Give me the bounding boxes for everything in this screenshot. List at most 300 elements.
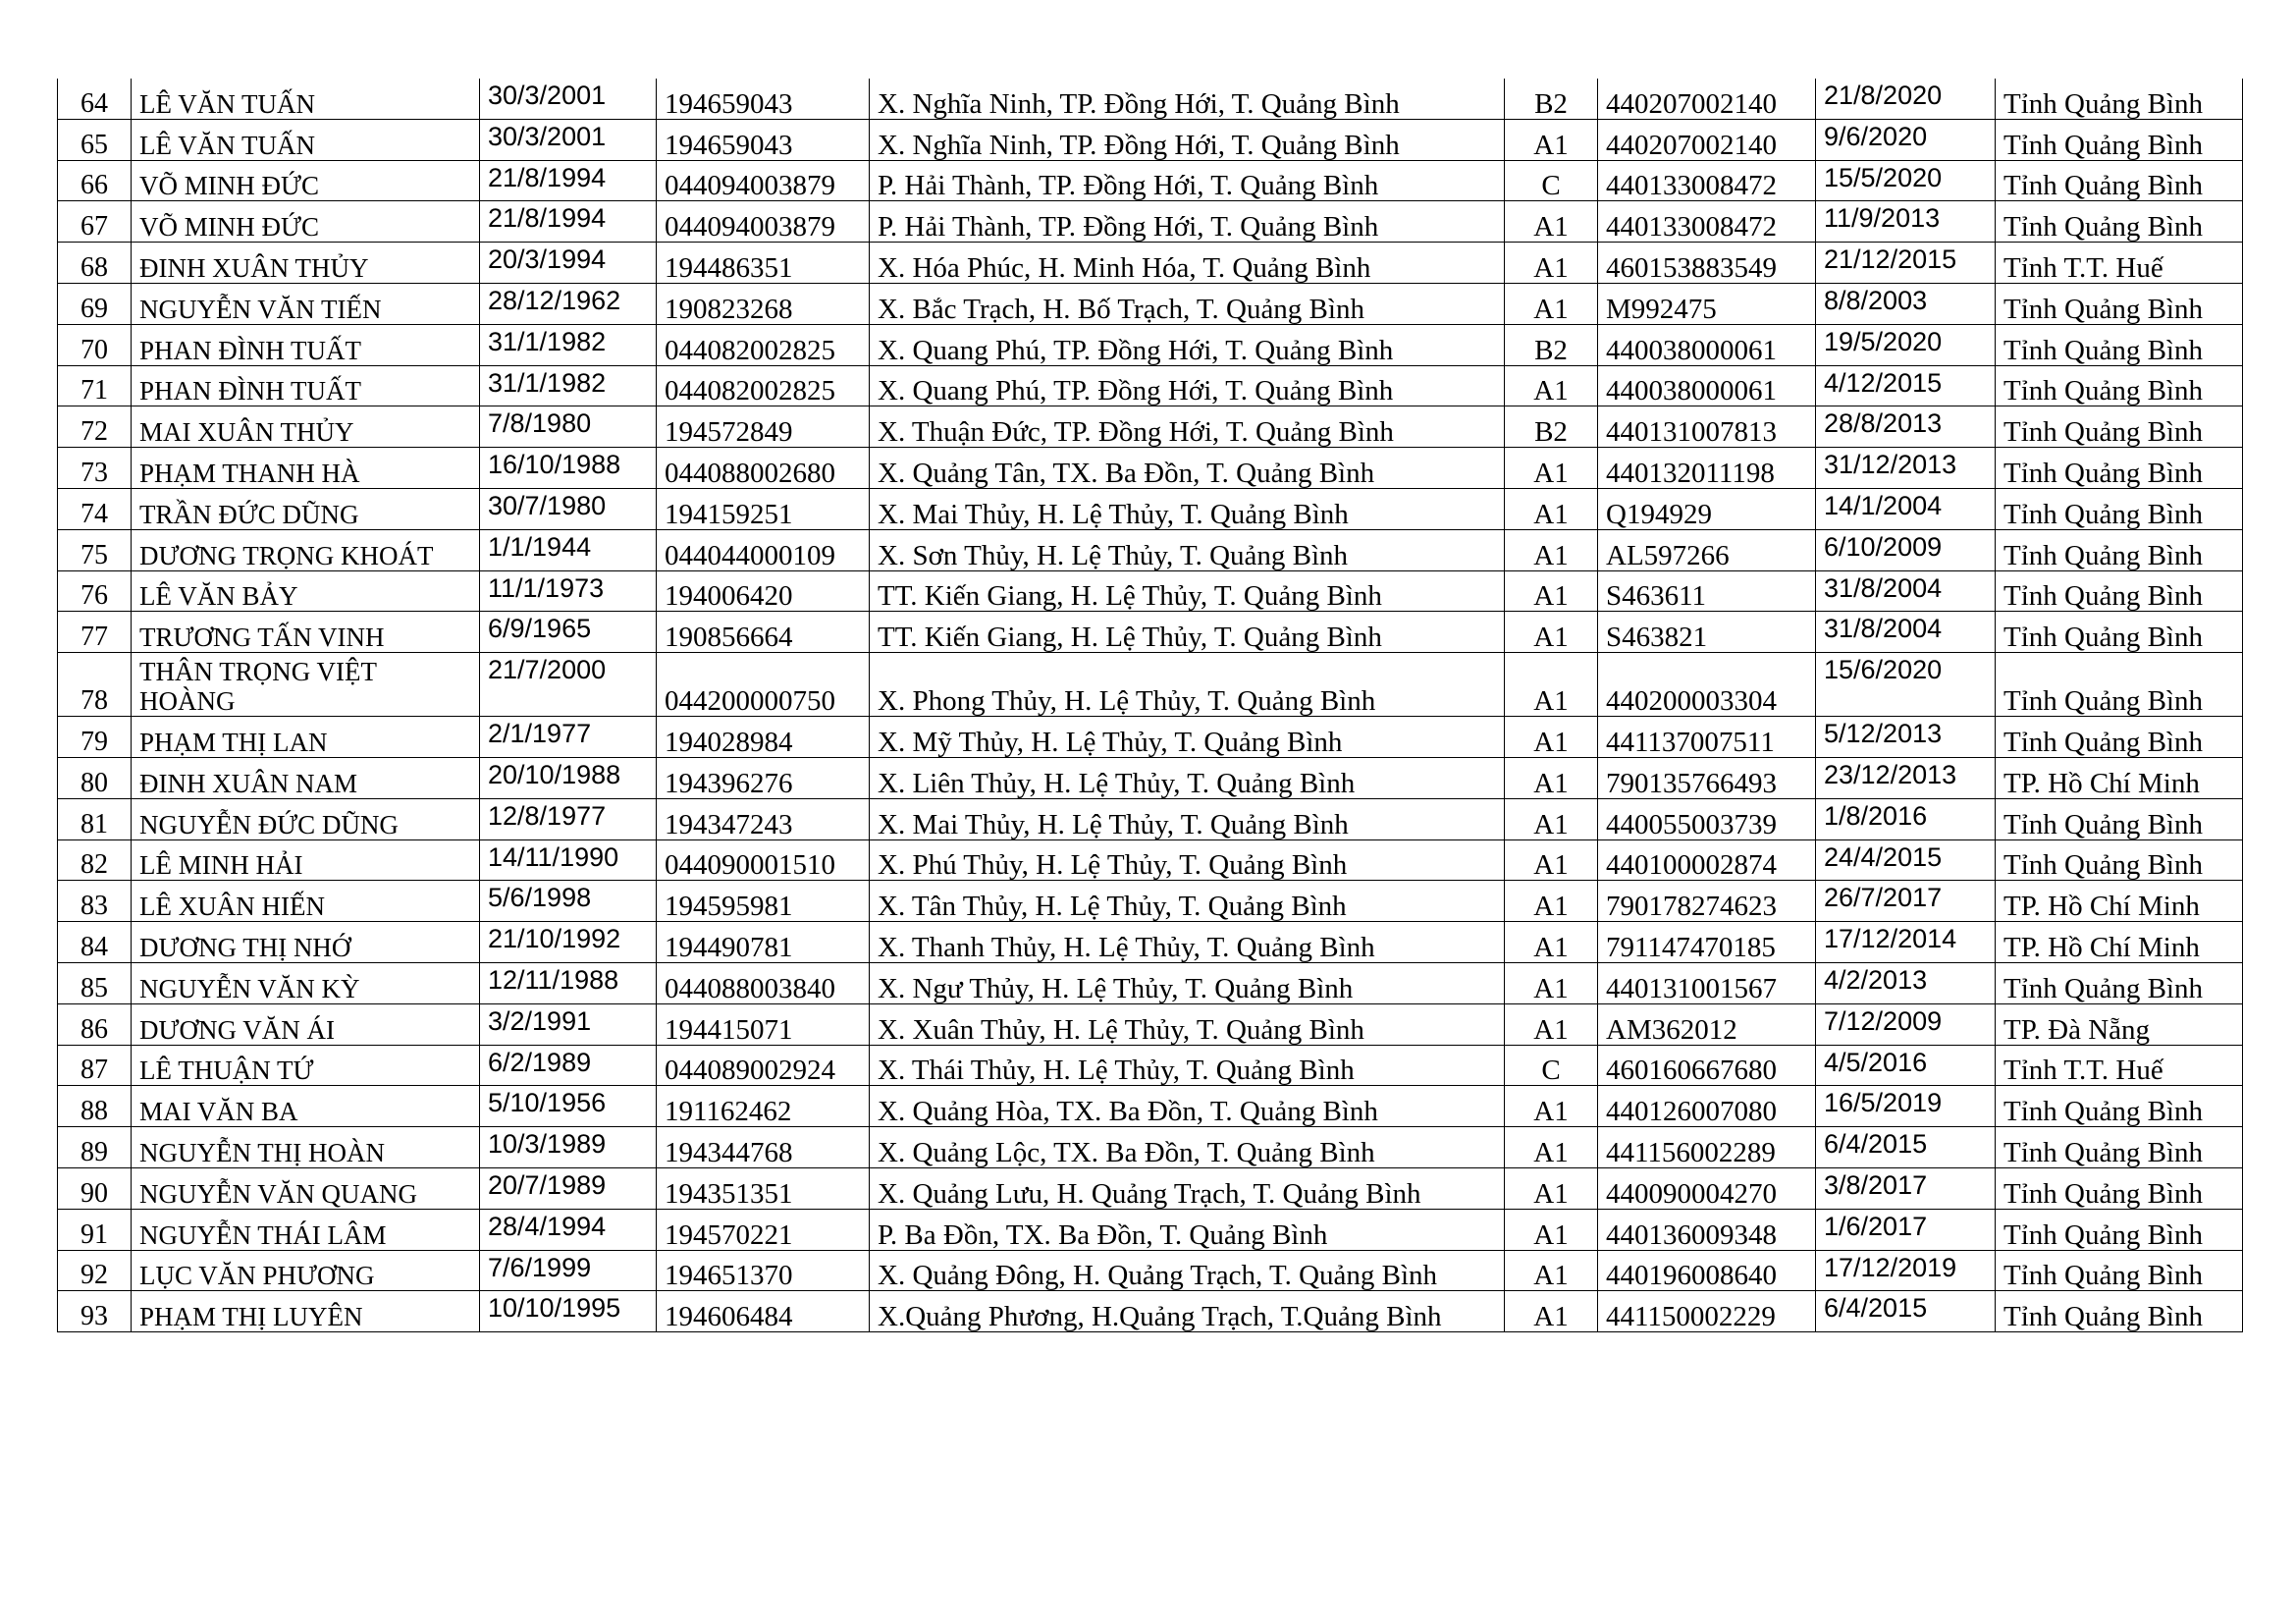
issue-date-cell: 8/8/2003 (1816, 283, 1996, 324)
issuing-province-cell: Tỉnh Quảng Bình (1996, 653, 2243, 717)
issue-date-cell: 17/12/2014 (1816, 922, 1996, 963)
address-cell: X. Nghĩa Ninh, TP. Đồng Hới, T. Quảng Bình (870, 79, 1505, 119)
table-row (58, 243, 2243, 284)
address-cell: TT. Kiến Giang, H. Lệ Thủy, T. Quảng Bình (870, 612, 1505, 653)
license-number-cell: 440196008640 (1598, 1250, 1816, 1291)
issue-date-cell: 28/8/2013 (1816, 406, 1996, 448)
issuing-province-cell: Tỉnh T.T. Huế (1996, 1045, 2243, 1086)
license-class-cell: A1 (1505, 243, 1598, 284)
issue-date-cell: 31/8/2004 (1816, 612, 1996, 653)
issuing-province-cell: Tỉnh Quảng Bình (1996, 1127, 2243, 1168)
id-number-cell: 194572849 (657, 406, 870, 448)
license-number-cell: 440090004270 (1598, 1167, 1816, 1209)
date-of-birth-cell: 10/3/1989 (480, 1127, 657, 1168)
license-class-cell: A1 (1505, 1003, 1598, 1045)
address-cell: P. Ba Đồn, TX. Ba Đồn, T. Quảng Bình (870, 1209, 1505, 1250)
row-number-cell: 72 (58, 406, 132, 448)
id-number-cell: 044044000109 (657, 529, 870, 570)
license-number-cell: AM362012 (1598, 1003, 1816, 1045)
table-body (58, 79, 2243, 1332)
issue-date-cell: 11/9/2013 (1816, 201, 1996, 243)
full-name-cell: NGUYỄN ĐỨC DŨNG (132, 798, 480, 839)
issuing-province-cell: Tỉnh Quảng Bình (1996, 570, 2243, 612)
issuing-province-cell: Tỉnh Quảng Bình (1996, 160, 2243, 201)
issue-date-cell: 6/4/2015 (1816, 1127, 1996, 1168)
full-name-cell: PHAN ĐÌNH TUẤT (132, 365, 480, 406)
license-class-cell: A1 (1505, 612, 1598, 653)
table-row (58, 488, 2243, 529)
issue-date-cell: 24/4/2015 (1816, 839, 1996, 881)
row-number-cell: 82 (58, 839, 132, 881)
full-name-cell: DƯƠNG VĂN ÁI (132, 1003, 480, 1045)
date-of-birth-cell: 21/8/1994 (480, 201, 657, 243)
id-number-cell: 194159251 (657, 488, 870, 529)
id-number-cell: 044094003879 (657, 201, 870, 243)
row-number-cell: 64 (58, 79, 132, 119)
table-row (58, 1127, 2243, 1168)
issuing-province-cell: Tỉnh Quảng Bình (1996, 1167, 2243, 1209)
address-cell: X. Ngư Thủy, H. Lệ Thủy, T. Quảng Bình (870, 962, 1505, 1003)
license-class-cell: A1 (1505, 201, 1598, 243)
issuing-province-cell: Tỉnh Quảng Bình (1996, 1086, 2243, 1127)
issuing-province-cell: Tỉnh Quảng Bình (1996, 839, 2243, 881)
id-number-cell: 194028984 (657, 717, 870, 758)
id-number-cell: 044200000750 (657, 653, 870, 717)
full-name-cell: MAI VĂN BA (132, 1086, 480, 1127)
license-number-cell: S463821 (1598, 612, 1816, 653)
issue-date-cell: 23/12/2013 (1816, 757, 1996, 798)
row-number-cell: 80 (58, 757, 132, 798)
id-number-cell: 194606484 (657, 1291, 870, 1332)
table-row (58, 1003, 2243, 1045)
id-number-cell: 044082002825 (657, 324, 870, 365)
license-class-cell: A1 (1505, 1127, 1598, 1168)
issue-date-cell: 9/6/2020 (1816, 119, 1996, 160)
date-of-birth-cell: 5/10/1956 (480, 1086, 657, 1127)
full-name-cell: PHẠM THỊ LUYÊN (132, 1291, 480, 1332)
license-number-cell: AL597266 (1598, 529, 1816, 570)
row-number-cell: 71 (58, 365, 132, 406)
issue-date-cell: 4/12/2015 (1816, 365, 1996, 406)
license-class-cell: B2 (1505, 324, 1598, 365)
date-of-birth-cell: 7/6/1999 (480, 1250, 657, 1291)
id-number-cell: 194659043 (657, 79, 870, 119)
full-name-cell: PHAN ĐÌNH TUẤT (132, 324, 480, 365)
issuing-province-cell: Tỉnh Quảng Bình (1996, 798, 2243, 839)
row-number-cell: 92 (58, 1250, 132, 1291)
full-name-cell: DƯƠNG TRỌNG KHOÁT (132, 529, 480, 570)
date-of-birth-cell: 7/8/1980 (480, 406, 657, 448)
license-class-cell: A1 (1505, 1086, 1598, 1127)
date-of-birth-cell: 21/10/1992 (480, 922, 657, 963)
full-name-cell: NGUYỄN THỊ HOÀN (132, 1127, 480, 1168)
table-row (58, 881, 2243, 922)
issue-date-cell: 3/8/2017 (1816, 1167, 1996, 1209)
id-number-cell: 194344768 (657, 1127, 870, 1168)
license-class-cell: B2 (1505, 406, 1598, 448)
license-number-cell: 440200003304 (1598, 653, 1816, 717)
full-name-cell: NGUYỄN VĂN QUANG (132, 1167, 480, 1209)
id-number-cell: 194396276 (657, 757, 870, 798)
license-class-cell: A1 (1505, 119, 1598, 160)
row-number-cell: 66 (58, 160, 132, 201)
full-name-cell: DƯƠNG THỊ NHỚ (132, 922, 480, 963)
table-row (58, 1167, 2243, 1209)
full-name-cell: LỤC VĂN PHƯƠNG (132, 1250, 480, 1291)
id-number-cell: 194006420 (657, 570, 870, 612)
row-number-cell: 85 (58, 962, 132, 1003)
date-of-birth-cell: 12/8/1977 (480, 798, 657, 839)
table-row (58, 324, 2243, 365)
table-row (58, 1045, 2243, 1086)
license-number-cell: 460160667680 (1598, 1045, 1816, 1086)
address-cell: X. Quảng Lộc, TX. Ba Đồn, T. Quảng Bình (870, 1127, 1505, 1168)
address-cell: P. Hải Thành, TP. Đồng Hới, T. Quảng Bình (870, 201, 1505, 243)
license-number-cell: 440131007813 (1598, 406, 1816, 448)
date-of-birth-cell: 3/2/1991 (480, 1003, 657, 1045)
table-row (58, 839, 2243, 881)
address-cell: X. Quảng Đông, H. Quảng Trạch, T. Quảng Bình (870, 1250, 1505, 1291)
license-number-cell: 460153883549 (1598, 243, 1816, 284)
full-name-cell: LÊ VĂN BẢY (132, 570, 480, 612)
table-row (58, 201, 2243, 243)
license-number-cell: 440038000061 (1598, 365, 1816, 406)
table-row (58, 119, 2243, 160)
date-of-birth-cell: 10/10/1995 (480, 1291, 657, 1332)
license-class-cell: A1 (1505, 488, 1598, 529)
license-number-cell: 440207002140 (1598, 79, 1816, 119)
license-class-cell: A1 (1505, 1209, 1598, 1250)
address-cell: X. Quảng Hòa, TX. Ba Đồn, T. Quảng Bình (870, 1086, 1505, 1127)
license-class-cell: A1 (1505, 529, 1598, 570)
id-number-cell: 044090001510 (657, 839, 870, 881)
table-row (58, 962, 2243, 1003)
license-class-cell: A1 (1505, 922, 1598, 963)
issue-date-cell: 31/12/2013 (1816, 448, 1996, 489)
issuing-province-cell: Tỉnh Quảng Bình (1996, 529, 2243, 570)
date-of-birth-cell: 30/3/2001 (480, 119, 657, 160)
row-number-cell: 73 (58, 448, 132, 489)
license-number-cell: 791147470185 (1598, 922, 1816, 963)
license-class-cell: A1 (1505, 1250, 1598, 1291)
row-number-cell: 91 (58, 1209, 132, 1250)
license-class-cell: A1 (1505, 798, 1598, 839)
table-row (58, 283, 2243, 324)
full-name-cell: VÕ MINH ĐỨC (132, 201, 480, 243)
issuing-province-cell: Tỉnh Quảng Bình (1996, 324, 2243, 365)
issuing-province-cell: TP. Hồ Chí Minh (1996, 757, 2243, 798)
date-of-birth-cell: 30/7/1980 (480, 488, 657, 529)
address-cell: X. Liên Thủy, H. Lệ Thủy, T. Quảng Bình (870, 757, 1505, 798)
issue-date-cell: 6/10/2009 (1816, 529, 1996, 570)
issuing-province-cell: TP. Hồ Chí Minh (1996, 881, 2243, 922)
row-number-cell: 84 (58, 922, 132, 963)
address-cell: X. Thái Thủy, H. Lệ Thủy, T. Quảng Bình (870, 1045, 1505, 1086)
issuing-province-cell: Tỉnh Quảng Bình (1996, 488, 2243, 529)
license-number-cell: 440131001567 (1598, 962, 1816, 1003)
address-cell: P. Hải Thành, TP. Đồng Hới, T. Quảng Bình (870, 160, 1505, 201)
license-number-cell: 440055003739 (1598, 798, 1816, 839)
id-number-cell: 044082002825 (657, 365, 870, 406)
id-number-cell: 194651370 (657, 1250, 870, 1291)
address-cell: X. Tân Thủy, H. Lệ Thủy, T. Quảng Bình (870, 881, 1505, 922)
id-number-cell: 194659043 (657, 119, 870, 160)
issue-date-cell: 31/8/2004 (1816, 570, 1996, 612)
table-row (58, 570, 2243, 612)
date-of-birth-cell: 12/11/1988 (480, 962, 657, 1003)
license-number-cell: 440038000061 (1598, 324, 1816, 365)
issue-date-cell: 1/8/2016 (1816, 798, 1996, 839)
date-of-birth-cell: 16/10/1988 (480, 448, 657, 489)
full-name-cell: PHẠM THỊ LAN (132, 717, 480, 758)
license-class-cell: C (1505, 1045, 1598, 1086)
row-number-cell: 67 (58, 201, 132, 243)
full-name-cell: TRƯƠNG TẤN VINH (132, 612, 480, 653)
table-row (58, 1209, 2243, 1250)
issuing-province-cell: Tỉnh Quảng Bình (1996, 365, 2243, 406)
license-number-cell: M992475 (1598, 283, 1816, 324)
license-number-cell: 440126007080 (1598, 1086, 1816, 1127)
license-number-cell: 440136009348 (1598, 1209, 1816, 1250)
license-number-cell: 441156002289 (1598, 1127, 1816, 1168)
address-cell: X. Quang Phú, TP. Đồng Hới, T. Quảng Bình (870, 365, 1505, 406)
license-class-cell: A1 (1505, 839, 1598, 881)
date-of-birth-cell: 2/1/1977 (480, 717, 657, 758)
table-row (58, 798, 2243, 839)
table-row (58, 79, 2243, 119)
address-cell: X. Phú Thủy, H. Lệ Thủy, T. Quảng Bình (870, 839, 1505, 881)
id-number-cell: 044089002924 (657, 1045, 870, 1086)
table-row (58, 612, 2243, 653)
row-number-cell: 79 (58, 717, 132, 758)
address-cell: X. Hóa Phúc, H. Minh Hóa, T. Quảng Bình (870, 243, 1505, 284)
license-number-cell: 441137007511 (1598, 717, 1816, 758)
issue-date-cell: 15/5/2020 (1816, 160, 1996, 201)
license-number-cell: Q194929 (1598, 488, 1816, 529)
id-number-cell: 194351351 (657, 1167, 870, 1209)
issue-date-cell: 16/5/2019 (1816, 1086, 1996, 1127)
row-number-cell: 69 (58, 283, 132, 324)
table-row (58, 365, 2243, 406)
row-number-cell: 77 (58, 612, 132, 653)
row-number-cell: 65 (58, 119, 132, 160)
id-number-cell: 190823268 (657, 283, 870, 324)
row-number-cell: 93 (58, 1291, 132, 1332)
id-number-cell: 194595981 (657, 881, 870, 922)
issuing-province-cell: Tỉnh Quảng Bình (1996, 1291, 2243, 1332)
address-cell: X. Quảng Tân, TX. Ba Đồn, T. Quảng Bình (870, 448, 1505, 489)
issue-date-cell: 21/12/2015 (1816, 243, 1996, 284)
table-row (58, 448, 2243, 489)
row-number-cell: 74 (58, 488, 132, 529)
id-number-cell: 044088003840 (657, 962, 870, 1003)
license-number-cell: 441150002229 (1598, 1291, 1816, 1332)
row-number-cell: 89 (58, 1127, 132, 1168)
id-number-cell: 194347243 (657, 798, 870, 839)
date-of-birth-cell: 20/10/1988 (480, 757, 657, 798)
row-number-cell: 81 (58, 798, 132, 839)
license-class-cell: A1 (1505, 653, 1598, 717)
id-number-cell: 191162462 (657, 1086, 870, 1127)
date-of-birth-cell: 20/3/1994 (480, 243, 657, 284)
license-number-cell: 440132011198 (1598, 448, 1816, 489)
row-number-cell: 86 (58, 1003, 132, 1045)
date-of-birth-cell: 14/11/1990 (480, 839, 657, 881)
date-of-birth-cell: 11/1/1973 (480, 570, 657, 612)
address-cell: X. Thanh Thủy, H. Lệ Thủy, T. Quảng Bình (870, 922, 1505, 963)
license-number-cell: 790135766493 (1598, 757, 1816, 798)
license-class-cell: A1 (1505, 962, 1598, 1003)
issue-date-cell: 21/8/2020 (1816, 79, 1996, 119)
issue-date-cell: 6/4/2015 (1816, 1291, 1996, 1332)
address-cell: X. Nghĩa Ninh, TP. Đồng Hới, T. Quảng Bình (870, 119, 1505, 160)
date-of-birth-cell: 21/8/1994 (480, 160, 657, 201)
full-name-cell: ĐINH XUÂN NAM (132, 757, 480, 798)
date-of-birth-cell: 28/4/1994 (480, 1209, 657, 1250)
date-of-birth-cell: 21/7/2000 (480, 653, 657, 717)
row-number-cell: 83 (58, 881, 132, 922)
license-class-cell: C (1505, 160, 1598, 201)
id-number-cell: 194570221 (657, 1209, 870, 1250)
issuing-province-cell: Tỉnh Quảng Bình (1996, 79, 2243, 119)
row-number-cell: 78 (58, 653, 132, 717)
id-number-cell: 194486351 (657, 243, 870, 284)
full-name-cell: LÊ MINH HẢI (132, 839, 480, 881)
table-row (58, 406, 2243, 448)
date-of-birth-cell: 6/2/1989 (480, 1045, 657, 1086)
issuing-province-cell: TP. Hồ Chí Minh (1996, 922, 2243, 963)
table-row (58, 1291, 2243, 1332)
issue-date-cell: 19/5/2020 (1816, 324, 1996, 365)
issuing-province-cell: Tỉnh Quảng Bình (1996, 717, 2243, 758)
full-name-cell: NGUYỄN VĂN KỲ (132, 962, 480, 1003)
license-class-cell: A1 (1505, 1167, 1598, 1209)
full-name-cell: PHẠM THANH HÀ (132, 448, 480, 489)
issue-date-cell: 7/12/2009 (1816, 1003, 1996, 1045)
row-number-cell: 88 (58, 1086, 132, 1127)
full-name-cell: VÕ MINH ĐỨC (132, 160, 480, 201)
issue-date-cell: 1/6/2017 (1816, 1209, 1996, 1250)
address-cell: X. Thuận Đức, TP. Đồng Hới, T. Quảng Bình (870, 406, 1505, 448)
full-name-cell: LÊ VĂN TUẤN (132, 79, 480, 119)
id-number-cell: 194415071 (657, 1003, 870, 1045)
issuing-province-cell: Tỉnh Quảng Bình (1996, 1250, 2243, 1291)
full-name-cell: MAI XUÂN THỦY (132, 406, 480, 448)
full-name-cell: NGUYỄN THÁI LÂM (132, 1209, 480, 1250)
license-class-cell: A1 (1505, 881, 1598, 922)
license-class-cell: A1 (1505, 757, 1598, 798)
license-number-cell: 440133008472 (1598, 160, 1816, 201)
address-cell: X. Xuân Thủy, H. Lệ Thủy, T. Quảng Bình (870, 1003, 1505, 1045)
address-cell: X. Quang Phú, TP. Đồng Hới, T. Quảng Bình (870, 324, 1505, 365)
address-cell: X.Quảng Phương, H.Quảng Trạch, T.Quảng Bình (870, 1291, 1505, 1332)
id-number-cell: 190856664 (657, 612, 870, 653)
issuing-province-cell: Tỉnh Quảng Bình (1996, 612, 2243, 653)
issue-date-cell: 14/1/2004 (1816, 488, 1996, 529)
license-class-cell: A1 (1505, 448, 1598, 489)
address-cell: TT. Kiến Giang, H. Lệ Thủy, T. Quảng Bình (870, 570, 1505, 612)
license-class-cell: A1 (1505, 717, 1598, 758)
issue-date-cell: 15/6/2020 (1816, 653, 1996, 717)
date-of-birth-cell: 31/1/1982 (480, 324, 657, 365)
id-number-cell: 044088002680 (657, 448, 870, 489)
table-row (58, 1250, 2243, 1291)
full-name-cell: ĐINH XUÂN THỦY (132, 243, 480, 284)
table-row (58, 653, 2243, 717)
license-class-cell: A1 (1505, 1291, 1598, 1332)
full-name-cell: NGUYỄN VĂN TIẾN (132, 283, 480, 324)
address-cell: X. Bắc Trạch, H. Bố Trạch, T. Quảng Bình (870, 283, 1505, 324)
license-number-cell: 790178274623 (1598, 881, 1816, 922)
issue-date-cell: 26/7/2017 (1816, 881, 1996, 922)
issuing-province-cell: Tỉnh Quảng Bình (1996, 1209, 2243, 1250)
table-row (58, 757, 2243, 798)
address-cell: X. Phong Thủy, H. Lệ Thủy, T. Quảng Bình (870, 653, 1505, 717)
address-cell: X. Mai Thủy, H. Lệ Thủy, T. Quảng Bình (870, 488, 1505, 529)
row-number-cell: 90 (58, 1167, 132, 1209)
license-number-cell: 440207002140 (1598, 119, 1816, 160)
license-class-cell: A1 (1505, 283, 1598, 324)
issue-date-cell: 17/12/2019 (1816, 1250, 1996, 1291)
address-cell: X. Sơn Thủy, H. Lệ Thủy, T. Quảng Bình (870, 529, 1505, 570)
license-class-cell: B2 (1505, 79, 1598, 119)
full-name-cell: LÊ VĂN TUẤN (132, 119, 480, 160)
issue-date-cell: 4/5/2016 (1816, 1045, 1996, 1086)
row-number-cell: 68 (58, 243, 132, 284)
address-cell: X. Mai Thủy, H. Lệ Thủy, T. Quảng Bình (870, 798, 1505, 839)
table-row (58, 922, 2243, 963)
issuing-province-cell: Tỉnh Quảng Bình (1996, 962, 2243, 1003)
id-number-cell: 044094003879 (657, 160, 870, 201)
issuing-province-cell: Tỉnh Quảng Bình (1996, 201, 2243, 243)
date-of-birth-cell: 6/9/1965 (480, 612, 657, 653)
issuing-province-cell: Tỉnh Quảng Bình (1996, 406, 2243, 448)
date-of-birth-cell: 28/12/1962 (480, 283, 657, 324)
issue-date-cell: 5/12/2013 (1816, 717, 1996, 758)
issuing-province-cell: TP. Đà Nẵng (1996, 1003, 2243, 1045)
row-number-cell: 76 (58, 570, 132, 612)
issuing-province-cell: Tỉnh Quảng Bình (1996, 283, 2243, 324)
table-row (58, 529, 2243, 570)
table-row (58, 1086, 2243, 1127)
address-cell: X. Quảng Lưu, H. Quảng Trạch, T. Quảng Bình (870, 1167, 1505, 1209)
issuing-province-cell: Tỉnh T.T. Huế (1996, 243, 2243, 284)
full-name-cell: LÊ XUÂN HIẾN (132, 881, 480, 922)
issue-date-cell: 4/2/2013 (1816, 962, 1996, 1003)
license-number-cell: S463611 (1598, 570, 1816, 612)
full-name-cell: TRẦN ĐỨC DŨNG (132, 488, 480, 529)
date-of-birth-cell: 5/6/1998 (480, 881, 657, 922)
full-name-cell: LÊ THUẬN TỨ (132, 1045, 480, 1086)
full-name-cell: THÂN TRỌNG VIỆT HOÀNG (132, 653, 480, 717)
table-row (58, 160, 2243, 201)
address-cell: X. Mỹ Thủy, H. Lệ Thủy, T. Quảng Bình (870, 717, 1505, 758)
license-class-cell: A1 (1505, 570, 1598, 612)
license-number-cell: 440133008472 (1598, 201, 1816, 243)
license-number-cell: 440100002874 (1598, 839, 1816, 881)
issuing-province-cell: Tỉnh Quảng Bình (1996, 119, 2243, 160)
license-class-cell: A1 (1505, 365, 1598, 406)
row-number-cell: 87 (58, 1045, 132, 1086)
row-number-cell: 70 (58, 324, 132, 365)
date-of-birth-cell: 30/3/2001 (480, 79, 657, 119)
row-number-cell: 75 (58, 529, 132, 570)
issuing-province-cell: Tỉnh Quảng Bình (1996, 448, 2243, 489)
id-number-cell: 194490781 (657, 922, 870, 963)
license-list-table (57, 79, 2243, 1332)
table-row (58, 717, 2243, 758)
date-of-birth-cell: 31/1/1982 (480, 365, 657, 406)
